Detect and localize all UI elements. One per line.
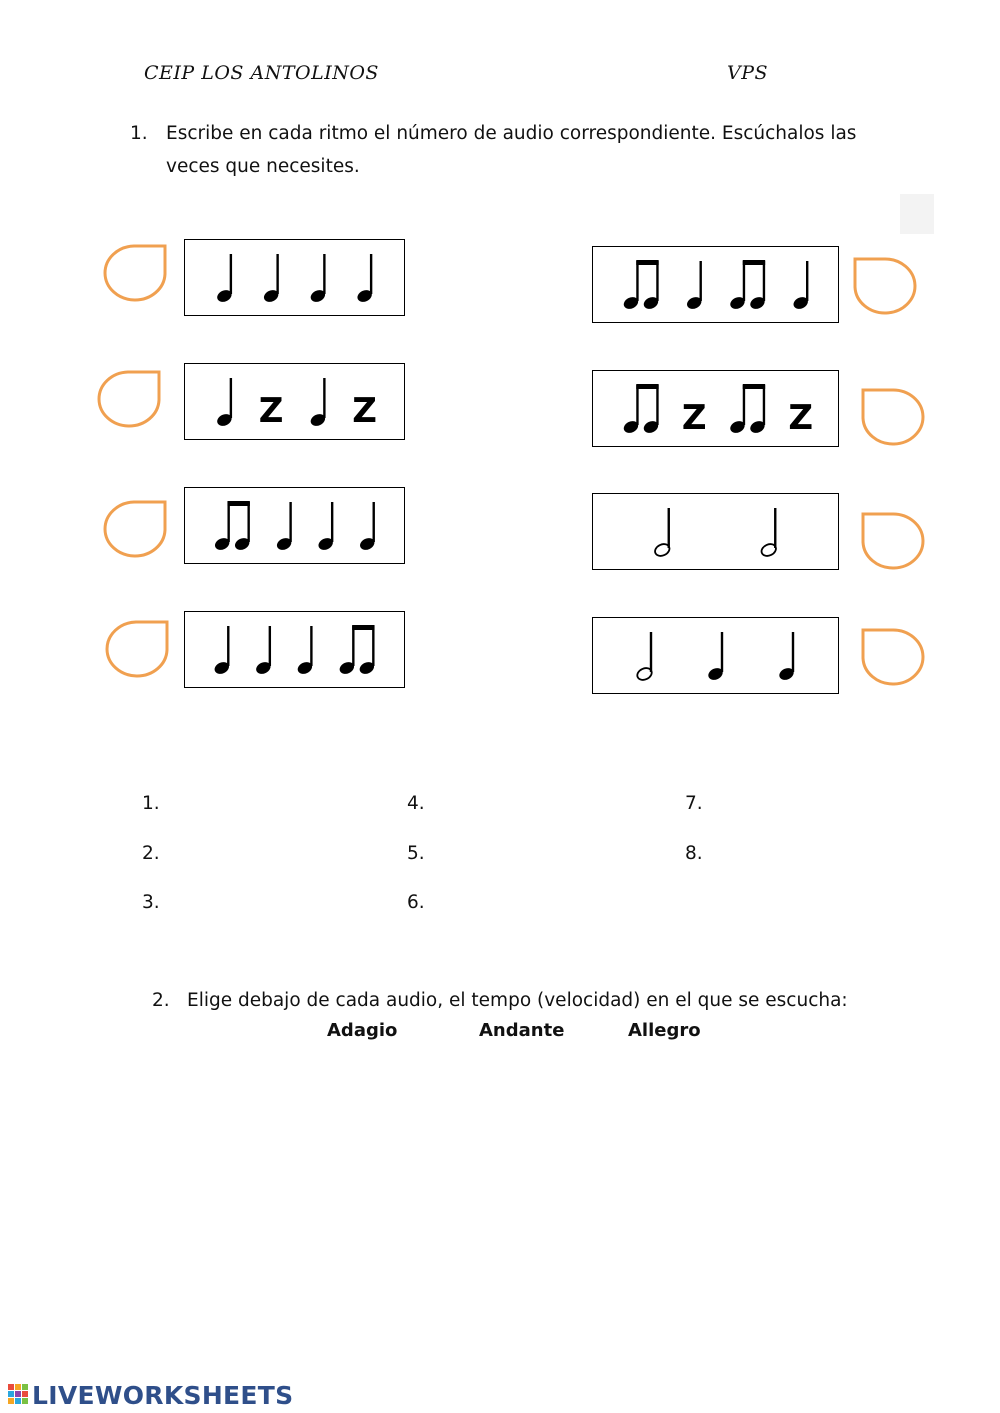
answer-label-7: 7. xyxy=(685,793,703,814)
rhythm-notation xyxy=(185,364,404,439)
answer-drop-right-1[interactable] xyxy=(852,257,918,317)
rest-icon: Z xyxy=(352,391,377,431)
rhythm-notation xyxy=(185,240,404,315)
rhythm-box-right-3 xyxy=(592,493,839,570)
rhythm-box-right-2 xyxy=(592,370,839,447)
answer-label-8: 8. xyxy=(685,843,703,864)
question-1-line-2: veces que necesites. xyxy=(166,156,360,177)
rhythm-notation xyxy=(593,618,838,693)
answer-drop-left-2[interactable] xyxy=(96,370,162,430)
answer-drop-left-4[interactable] xyxy=(104,620,170,680)
question-2 xyxy=(152,984,872,1017)
question-1-number: 1. xyxy=(130,123,148,144)
answer-drop-left-3[interactable] xyxy=(102,500,168,560)
rhythm-box-left-3 xyxy=(184,487,405,564)
eighth-beam xyxy=(743,260,765,265)
answer-label-3: 3. xyxy=(142,892,160,913)
liveworksheets-wordmark: LIVEWORKSHEETS xyxy=(32,1380,294,1410)
tempo-option-allegro[interactable]: Allegro xyxy=(628,1020,701,1041)
rest-icon: Z xyxy=(681,398,707,438)
question-2-number: 2. xyxy=(152,990,170,1011)
question-2-text: Elige debajo de cada audio, el tempo (velocidad) en el que se escucha: xyxy=(187,990,848,1011)
rhythm-box-left-1 xyxy=(184,239,405,316)
eighth-beam xyxy=(743,384,765,389)
answer-label-4: 4. xyxy=(407,793,425,814)
tempo-option-adagio[interactable]: Adagio xyxy=(327,1020,398,1041)
rhythm-notation xyxy=(593,371,838,446)
eighth-beam xyxy=(636,260,658,265)
liveworksheets-logo xyxy=(8,1380,293,1410)
rhythm-box-right-4 xyxy=(592,617,839,694)
question-1-line-1: Escribe en cada ritmo el número de audio correspondiente. Escúchalos las xyxy=(166,123,857,144)
school-name: CEIP LOS ANTOLINOS xyxy=(144,62,379,84)
liveworksheets-icon xyxy=(8,1384,30,1406)
rest-icon: Z xyxy=(258,391,284,431)
answer-drop-right-2[interactable] xyxy=(860,388,926,448)
rhythm-notation xyxy=(185,488,404,563)
eighth-beam xyxy=(636,384,658,389)
answer-label-2: 2. xyxy=(142,843,160,864)
answer-label-5: 5. xyxy=(407,843,425,864)
author-initials: VPS xyxy=(727,62,769,84)
answer-drop-left-1[interactable] xyxy=(102,244,168,304)
rest-icon: Z xyxy=(788,398,814,438)
corner-placeholder xyxy=(900,194,934,234)
rhythm-notation xyxy=(185,612,404,687)
eighth-beam xyxy=(227,501,249,506)
answer-label-1: 1. xyxy=(142,793,160,814)
tempo-option-andante[interactable]: Andante xyxy=(479,1020,565,1041)
answer-drop-right-4[interactable] xyxy=(860,628,926,688)
rhythm-notation xyxy=(593,494,838,569)
rhythm-notation xyxy=(593,247,838,322)
answer-label-6: 6. xyxy=(407,892,425,913)
rhythm-box-left-4 xyxy=(184,611,405,688)
question-1 xyxy=(130,117,890,187)
eighth-beam xyxy=(352,625,374,630)
rhythm-box-left-2 xyxy=(184,363,405,440)
answer-drop-right-3[interactable] xyxy=(860,512,926,572)
rhythm-box-right-1 xyxy=(592,246,839,323)
